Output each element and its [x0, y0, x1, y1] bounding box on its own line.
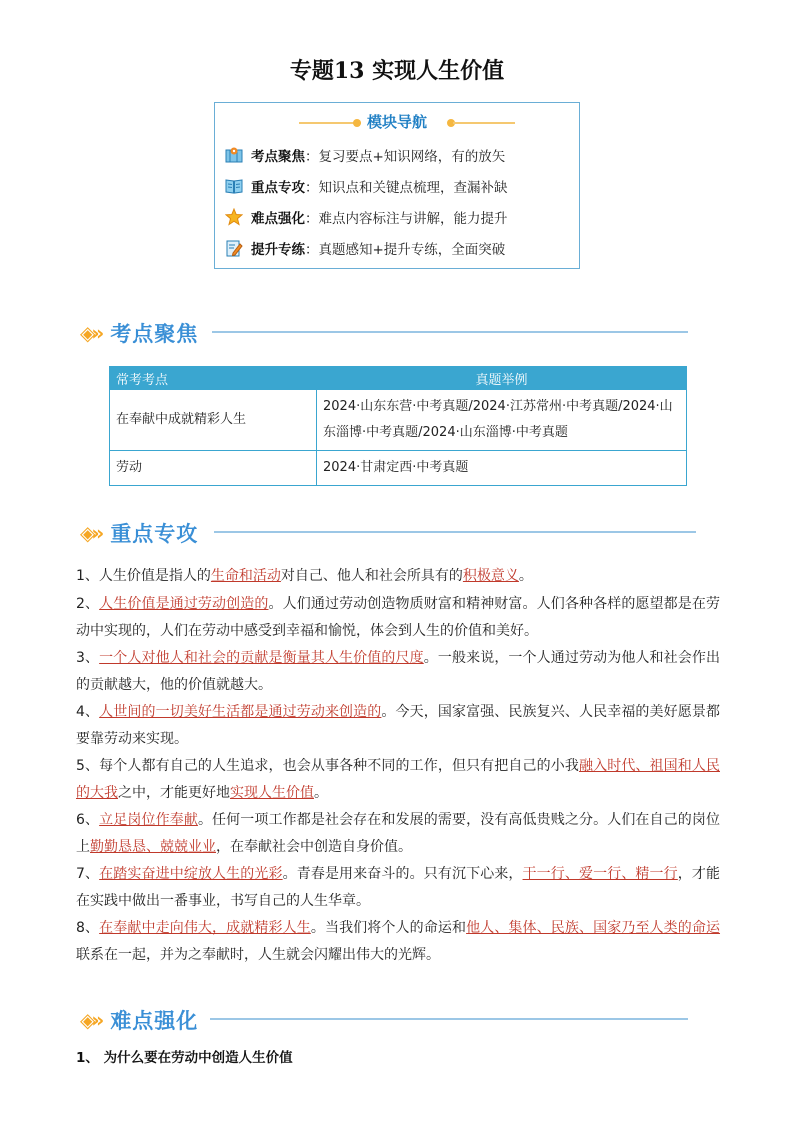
table-cell: 2024·甘肃定西·中考真题 — [317, 451, 687, 486]
table-header-row — [110, 367, 687, 390]
point-text: 。任何一项工作都是社会存在和发展的需要，没有高低贵贱之分。人们在自己的岗位上 — [76, 812, 720, 855]
point-text: 。当我们将个人的命运和 — [310, 920, 467, 936]
point-text: 。一般来说，一个人通过劳动为他人和社会作出的贡献越大，他的价值就越大。 — [76, 650, 721, 693]
point-text: 联系在一起，并为之奉献时，人生就会闪耀出伟大的光辉。 — [76, 947, 440, 963]
section-heading-key — [80, 518, 198, 548]
table-cell: 在奉献中成就精彩人生 — [110, 390, 317, 451]
nav-desc: ：复习要点+知识网络，有的放矢 — [305, 149, 506, 165]
point-number: 6、 — [76, 812, 100, 828]
point-text: 每个人都有自己的人生追求，也会从事各种不同的工作，但只有把自己的小我 — [99, 758, 579, 774]
section-title: 考点聚焦 — [110, 322, 199, 346]
nav-row-hard — [225, 207, 508, 227]
point-highlight: 干一行、爱一行、精一行 — [522, 866, 678, 882]
point-number: 7、 — [76, 866, 100, 882]
point-paragraph — [76, 699, 720, 753]
book-icon — [225, 177, 243, 195]
point-text: 。青春是用来奋斗的。只有沉下心来， — [282, 866, 523, 882]
point-text: 。 — [518, 568, 533, 584]
nav-title-line-right — [453, 122, 515, 124]
nav-row-practice — [225, 238, 505, 258]
point-text: 对自己、他人和社会所具有的 — [280, 568, 463, 584]
point-number: 1、 — [76, 568, 99, 584]
point-text: ，才能在实践中做出一番事业，书写自己的人生华章。 — [76, 866, 721, 909]
nav-row-focus — [225, 145, 505, 165]
chevron-right-icon: ◈» — [80, 321, 101, 345]
table-header-cell: 常考考点 — [110, 367, 317, 390]
point-text: 人生价值是指人的 — [98, 568, 211, 584]
point-text: 。 — [314, 785, 328, 801]
chevron-right-icon: ◈» — [80, 1008, 101, 1032]
nav-title: 模块导航 — [366, 113, 427, 131]
exam-points-table — [109, 366, 687, 486]
nav-key: 难点强化 — [251, 211, 305, 227]
point-number: 2、 — [76, 596, 100, 612]
nav-row-key — [225, 176, 508, 196]
point-highlight: 人生价值是通过劳动创造的 — [99, 596, 269, 612]
point-paragraph — [76, 645, 720, 699]
point-highlight: 一个人对他人和社会的贡献是衡量其人生价值的尺度 — [99, 650, 424, 666]
point-text: 。人们通过劳动创造物质财富和精神财富。人们各种各样的愿望都是在劳动中实现的，人们在劳动中感受到幸福和愉悦，体会到人生的价值和美好。 — [76, 596, 720, 639]
map-icon — [225, 146, 243, 164]
point-number: 3、 — [76, 650, 100, 666]
table-row — [110, 451, 687, 486]
nav-key: 考点聚焦 — [251, 149, 305, 165]
table-header-cell: 真题举例 — [317, 367, 687, 390]
section-divider — [214, 531, 696, 533]
edit-icon — [225, 239, 243, 257]
point-highlight: 生命和活动 — [210, 568, 281, 584]
point-paragraph — [76, 807, 720, 861]
point-number: 5、 — [76, 758, 100, 774]
section-divider — [210, 1018, 688, 1020]
section-title: 难点强化 — [110, 1009, 199, 1033]
point-highlight: 实现人生价值 — [230, 785, 314, 801]
point-text: 之中，才能更好地 — [118, 785, 230, 801]
question-heading: 1、 为什么要在劳动中创造人生价值 — [76, 1050, 293, 1066]
nav-desc: ：真题感知+提升专练，全面突破 — [305, 242, 506, 258]
point-highlight: 立足岗位作奉献 — [99, 812, 198, 828]
section-heading-hard — [80, 1005, 198, 1035]
section-heading-focus — [80, 318, 198, 348]
point-number: 4、 — [76, 704, 100, 720]
section-divider — [212, 331, 688, 333]
point-highlight: 在奉献中走向伟大，成就精彩人生 — [99, 920, 311, 936]
nav-key: 重点专攻 — [251, 180, 305, 196]
point-highlight: 勤勤恳恳、兢兢业业 — [90, 839, 216, 855]
point-text: 。今天，国家富强、民族复兴、人民幸福的美好愿景都要靠劳动来实现。 — [76, 704, 721, 747]
module-nav-box — [214, 102, 580, 269]
section-title: 重点专攻 — [110, 522, 199, 546]
nav-desc: ：知识点和关键点梳理，查漏补缺 — [305, 180, 508, 196]
chevron-right-icon: ◈» — [80, 521, 101, 545]
point-highlight: 积极意义 — [462, 568, 519, 584]
point-text: ，在奉献社会中创造自身价值。 — [216, 839, 412, 855]
nav-key: 提升专练 — [251, 242, 305, 258]
point-paragraph — [76, 753, 720, 807]
point-paragraph — [76, 915, 720, 969]
point-number: 8、 — [76, 920, 100, 936]
page-title: 专题13 实现人生价值 — [289, 58, 505, 84]
point-highlight: 融入时代、祖国和人民的大我 — [76, 758, 720, 801]
star-icon — [225, 208, 243, 226]
table-cell: 2024·山东东营·中考真题/2024·江苏常州·中考真题/2024·山东淄博·中考真题/2024·山东淄博·中考真题 — [317, 390, 687, 451]
table-row — [110, 390, 687, 451]
point-highlight: 在踏实奋进中绽放人生的光彩 — [99, 866, 283, 882]
point-paragraph — [76, 861, 720, 915]
point-paragraph — [76, 563, 720, 590]
point-highlight: 人世间的一切美好生活都是通过劳动来创造的 — [99, 704, 382, 720]
nav-desc: ：难点内容标注与讲解，能力提升 — [305, 211, 508, 227]
point-highlight: 他人、集体、民族、国家乃至人类的命运 — [466, 920, 721, 936]
point-paragraph — [76, 591, 720, 645]
table-cell: 劳动 — [110, 451, 317, 486]
